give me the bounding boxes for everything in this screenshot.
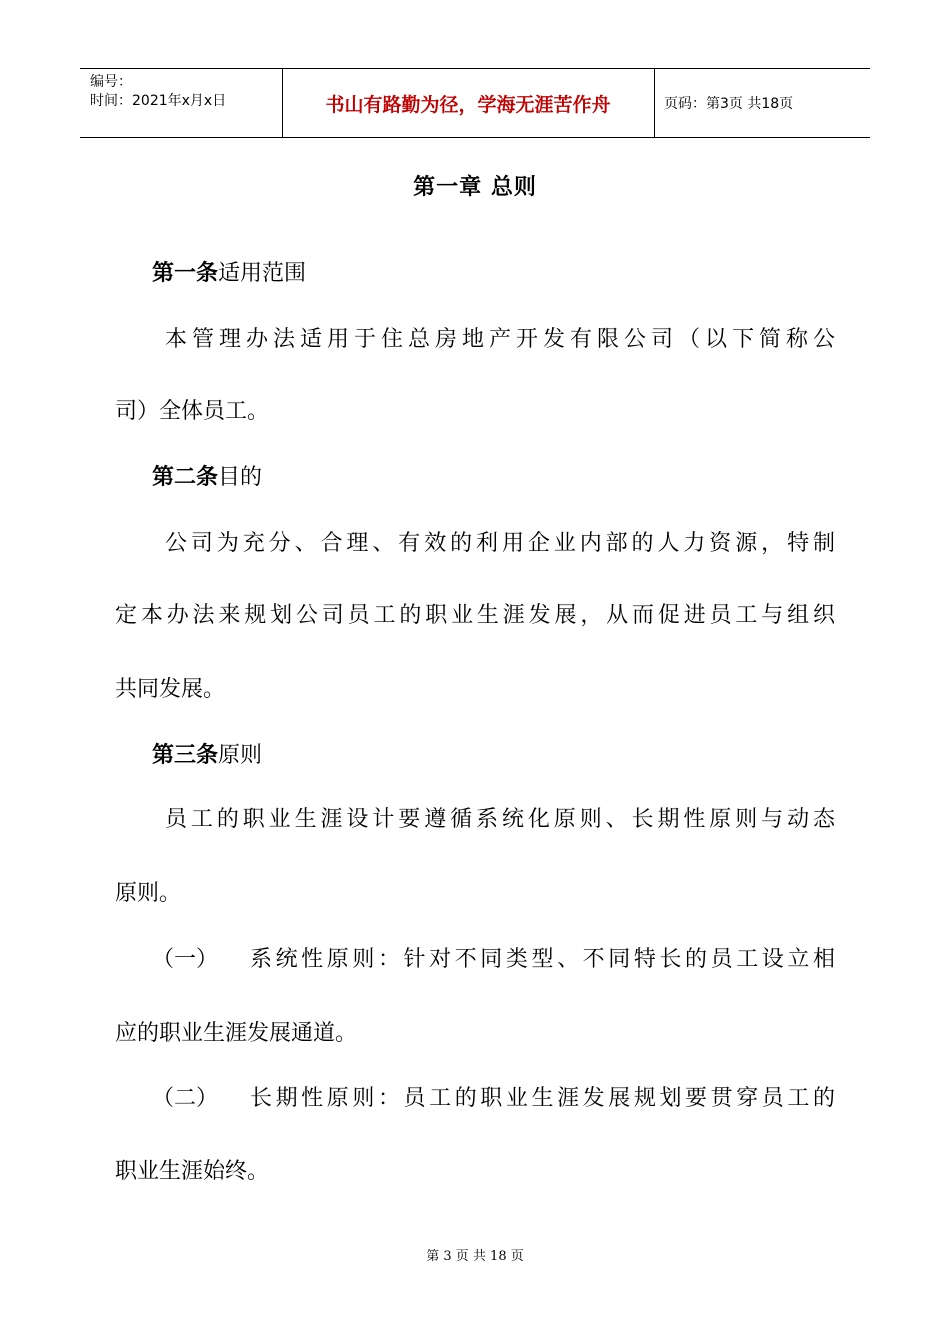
paragraph-line: 司）全体员工。 xyxy=(115,399,270,424)
list-item-line: 长期性原则：员工的职业生涯发展规划要贯穿员工的 xyxy=(250,1086,835,1111)
paragraph-line: 公司为充分、合理、有效的利用企业内部的人力资源，特制 xyxy=(165,531,835,556)
document-time-label: 时间：2021年x月x日 xyxy=(90,93,227,109)
article-3-title: 原则 xyxy=(218,743,263,768)
article-1-title: 适用范围 xyxy=(218,261,307,286)
paragraph-line: 共同发展。 xyxy=(115,677,226,702)
list-item-line: 应的职业生涯发展通道。 xyxy=(115,1021,358,1046)
article-3-number: 第三条 xyxy=(152,743,219,768)
paragraph-line: 定本办法来规划公司员工的职业生涯发展，从而促进员工与组织 xyxy=(115,603,835,628)
article-2-heading xyxy=(152,463,262,493)
paragraph-line: 本管理办法适用于住总房地产开发有限公司（以下简称公 xyxy=(165,327,835,352)
list-item-number: （二） xyxy=(152,1086,219,1111)
header-left-cell xyxy=(90,73,226,111)
article-3-heading xyxy=(152,741,262,771)
paragraph-line: 原则。 xyxy=(115,881,182,906)
page-footer: 第 3 页 共 18 页 xyxy=(426,1249,524,1264)
article-1-number: 第一条 xyxy=(152,261,219,286)
header-divider xyxy=(654,69,655,137)
document-number-label: 编号： xyxy=(90,74,132,90)
chapter-title: 第一章 总则 xyxy=(413,175,537,200)
paragraph-line: 员工的职业生涯设计要遵循系统化原则、长期性原则与动态 xyxy=(165,807,835,832)
article-1-heading xyxy=(152,259,306,289)
article-2-title: 目的 xyxy=(218,465,263,490)
article-2-number: 第二条 xyxy=(152,465,219,490)
list-item-line: 系统性原则：针对不同类型、不同特长的员工设立相 xyxy=(250,947,835,972)
list-item-number: （一） xyxy=(152,947,219,972)
list-item-line: 职业生涯始终。 xyxy=(115,1159,270,1184)
header-motto: 书山有路勤为径，学海无涯苦作舟 xyxy=(325,93,611,116)
page-header xyxy=(80,68,870,138)
header-page-info: 页码：第3页 共18页 xyxy=(664,96,794,112)
